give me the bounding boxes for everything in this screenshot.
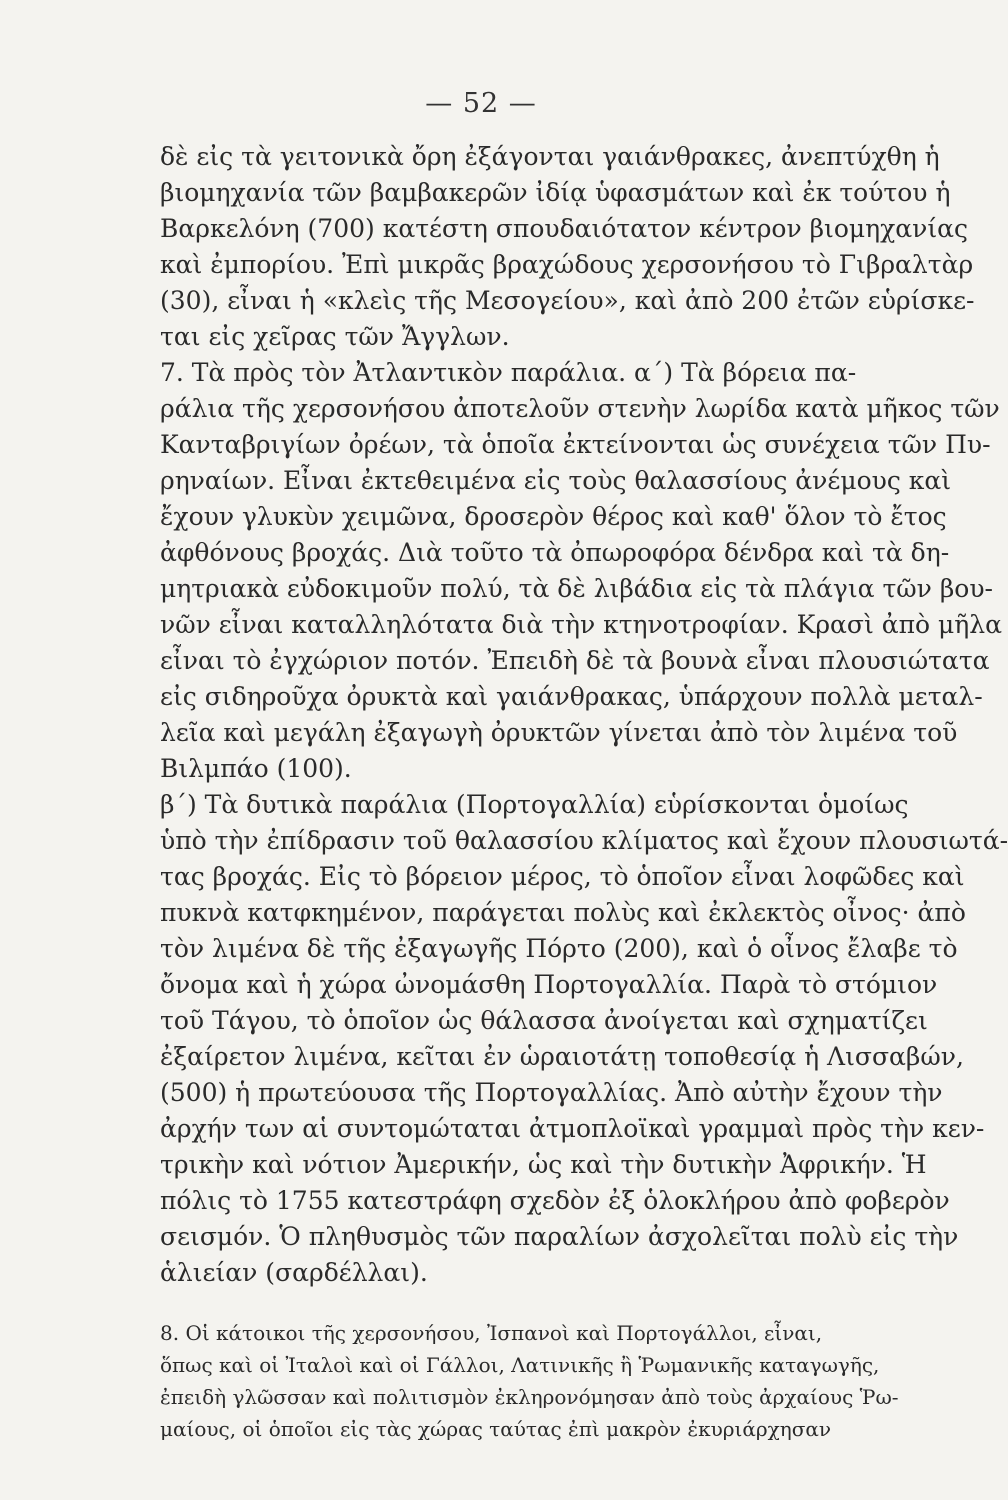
- text-line: ται εἰς χεῖρας τῶν Ἄγγλων.: [160, 322, 510, 351]
- text-line: καὶ ἐμπορίου. Ἐπὶ μικρᾶς βραχώδους χερσονήσου τὸ Γιβραλτὰρ: [160, 250, 974, 279]
- text-line: (500) ἡ πρωτεύουσα τῆς Πορτογαλλίας. Ἀπὸ αὐτὴν ἔχουν τὴν: [160, 1078, 943, 1107]
- text-line: πυκνὰ κατφκημένον, παράγεται πολὺς καὶ ἐκλεκτὸς οἶνος· ἀπὸ: [160, 898, 966, 927]
- text-line: ὑπὸ τὴν ἐπίδρασιν τοῦ θαλασσίου κλίματος καὶ ἔχουν πλουσιωτά-: [160, 826, 1008, 855]
- text-line: δὲ εἰς τὰ γειτονικὰ ὄρη ἐξάγονται γαιάνθρακες, ἀνεπτύχθη ἡ: [160, 142, 940, 171]
- text-line: ἀφθόνους βροχάς. Διὰ τοῦτο τὰ ὀπωροφόρα δένδρα καὶ τὰ δη-: [160, 538, 950, 567]
- text-line: ἁλιείαν (σαρδέλλαι).: [160, 1258, 428, 1287]
- text-line: ἔχουν γλυκὺν χειμῶνα, δροσερὸν θέρος καὶ καθ' ὅλον τὸ ἔτος: [160, 502, 947, 531]
- footnote-line: ὅπως καὶ οἱ Ἰταλοὶ καὶ οἱ Γάλλοι, Λατινικῆς ἢ Ῥωμανικῆς καταγωγῆς,: [160, 1353, 880, 1377]
- text-line: βιομηχανία τῶν βαμβακερῶν ἰδίᾳ ὑφασμάτων καὶ ἐκ τούτου ἡ: [160, 178, 951, 207]
- text-line: Βιλμπάο (100).: [160, 754, 352, 783]
- subsection-heading-line: β΄) Τὰ δυτικὰ παράλια (Πορτογαλλία) εὑρίσκονται ὁμοίως: [160, 790, 909, 819]
- text-line: τοῦ Τάγου, τὸ ὁποῖον ὡς θάλασσα ἀνοίγεται καὶ σχηματίζει: [160, 1006, 928, 1035]
- text-line: Κανταβριγίων ὀρέων, τὰ ὁποῖα ἐκτείνονται ὡς συνέχεια τῶν Πυ-: [160, 430, 991, 459]
- text-line: λεῖα καὶ μεγάλη ἐξαγωγὴ ὀρυκτῶν γίνεται ἀπὸ τὸν λιμένα τοῦ: [160, 718, 958, 747]
- text-line: εἰς σιδηροῦχα ὀρυκτὰ καὶ γαιάνθρακας, ὑπάρχουν πολλὰ μεταλ-: [160, 682, 983, 711]
- text-line: (30), εἶναι ἡ «κλεὶς τῆς Μεσογείου», καὶ ἀπὸ 200 ἐτῶν εὑρίσκε-: [160, 286, 975, 315]
- text-line: ὄνομα καὶ ἡ χώρα ὠνομάσθη Πορτογαλλία. Παρὰ τὸ στόμιον: [160, 970, 938, 999]
- page-number: — 52 —: [425, 88, 537, 119]
- section-heading-line: 7. Τὰ πρὸς τὸν Ἀτλαντικὸν παράλια. α΄) Τὰ βόρεια πα-: [160, 358, 857, 387]
- footnote-line: ἐπειδὴ γλῶσσαν καὶ πολιτισμὸν ἐκληρονόμησαν ἀπὸ τοὺς ἀρχαίους Ῥω-: [160, 1385, 899, 1409]
- footnote-line: 8. Οἱ κάτοικοι τῆς χερσονήσου, Ἰσπανοὶ καὶ Πορτογάλλοι, εἶναι,: [160, 1321, 823, 1345]
- text-line: τὸν λιμένα δὲ τῆς ἐξαγωγῆς Πόρτο (200), καὶ ὁ οἶνος ἔλαβε τὸ: [160, 934, 958, 963]
- text-line: ἐξαίρετον λιμένα, κεῖται ἐν ὡραιοτάτῃ τοποθεσίᾳ ἡ Λισσαβών,: [160, 1042, 964, 1071]
- text-line: νῶν εἶναι καταλληλότατα διὰ τὴν κτηνοτροφίαν. Κρασὶ ἀπὸ μῆλα: [160, 610, 1002, 639]
- text-line: τρικὴν καὶ νότιον Ἀμερικήν, ὡς καὶ τὴν δυτικὴν Ἀφρικήν. Ἡ: [160, 1150, 927, 1179]
- text-line: εἶναι τὸ ἐγχώριον ποτόν. Ἐπειδὴ δὲ τὰ βουνὰ εἶναι πλουσιώτατα: [160, 646, 990, 675]
- text-line: τας βροχάς. Εἰς τὸ βόρειον μέρος, τὸ ὁποῖον εἶναι λοφῶδες καὶ: [160, 862, 965, 891]
- text-line: ἀρχήν των αἱ συντομώταται ἀτμοπλοϊκαὶ γραμμαὶ πρὸς τὴν κεν-: [160, 1114, 985, 1143]
- text-line: ρηναίων. Εἶναι ἐκτεθειμένα εἰς τοὺς θαλασσίους ἀνέμους καὶ: [160, 466, 952, 495]
- footnote-line: μαίους, οἱ ὁποῖοι εἰς τὰς χώρας ταύτας ἐπὶ μακρὸν ἐκυριάρχησαν: [160, 1417, 832, 1441]
- text-line: πόλις τὸ 1755 κατεστράφη σχεδὸν ἐξ ὁλοκλήρου ἀπὸ φοβερὸν: [160, 1186, 950, 1215]
- text-line: ράλια τῆς χερσονήσου ἀποτελοῦν στενὴν λωρίδα κατὰ μῆκος τῶν: [160, 394, 1000, 423]
- text-line: Βαρκελόνη (700) κατέστη σπουδαιότατον κέντρον βιομηχανίας: [160, 214, 969, 243]
- text-line: σεισμόν. Ὁ πληθυσμὸς τῶν παραλίων ἀσχολεῖται πολὺ εἰς τὴν: [160, 1222, 959, 1251]
- text-line: μητριακὰ εὐδοκιμοῦν πολύ, τὰ δὲ λιβάδια εἰς τὰ πλάγια τῶν βου-: [160, 574, 993, 603]
